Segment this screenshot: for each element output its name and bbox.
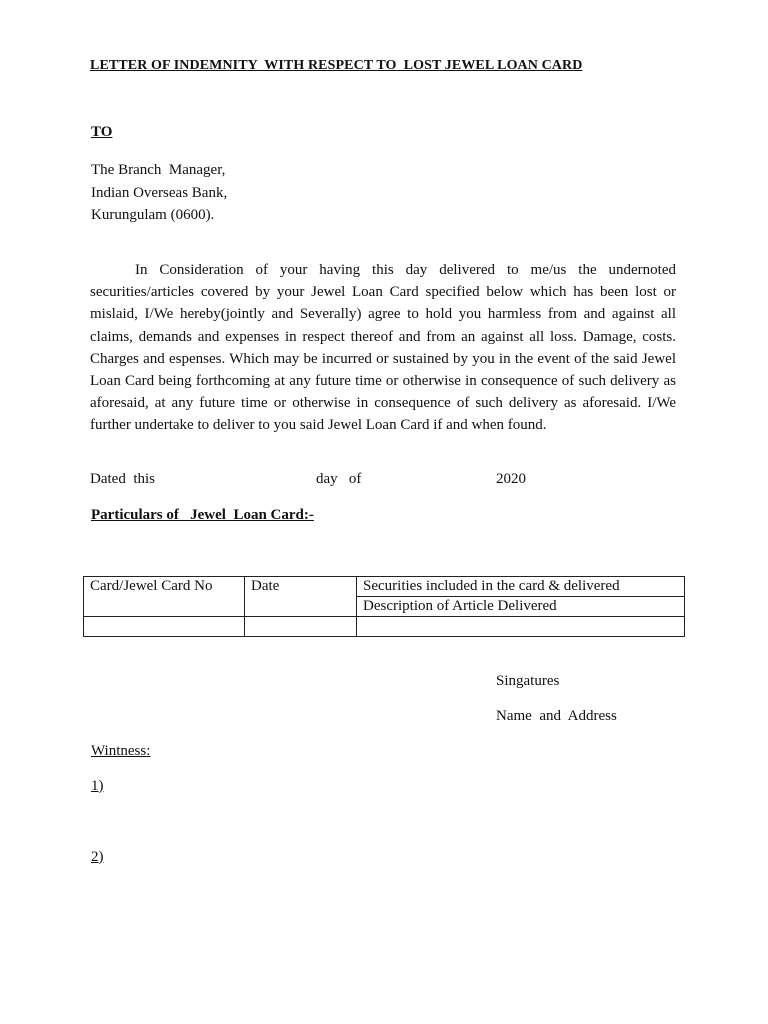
witness-2-label: 2) [91, 849, 104, 865]
document-title: LETTER OF INDEMNITY WITH RESPECT TO LOST JEWEL LOAN CARD [90, 58, 583, 73]
name-address-label: Name and Address [496, 708, 617, 724]
indemnity-body-paragraph: In Consideration of your having this day delivered to me/us the undernoted securities/articles covered by your Jewel Loan Card specified below which has been lost or mislaid, I/We hereby(jointly and Severally) agree to hold you harmless from and against all claims, demands and expenses in respect thereof and from an against all loss. Damage, costs. Charges and espenses. Which may be incurred or sustained by you in the event of the said Jewel Loan Card being forthcoming at any future time or otherwise in consequence of such delivery as aforesaid, at any future time or otherwise in consequence of such delivery as aforesaid. I/We further undertake to deliver to you said Jewel Loan Card if and when found. [90, 262, 676, 434]
recipient-address [91, 159, 227, 227]
header-description: Description of Article Delivered [357, 597, 685, 617]
cell-description [357, 617, 685, 637]
address-line-1: The Branch Manager, [91, 162, 226, 178]
signatures-label: Singatures [496, 673, 560, 689]
year-label: 2020 [496, 471, 526, 487]
table-row [84, 617, 685, 637]
header-card-no: Card/Jewel Card No [84, 577, 245, 617]
address-line-2: Indian Overseas Bank, [91, 184, 228, 201]
address-line-3: Kurungulam (0600). [91, 207, 215, 223]
cell-date [245, 617, 357, 637]
witness-label: Wintness: [91, 743, 151, 759]
header-securities: Securities included in the card & delivered [357, 577, 685, 597]
header-date: Date [245, 577, 357, 617]
to-label: TO [91, 124, 113, 140]
table-header-row [84, 577, 685, 597]
day-of-label: day of [316, 471, 362, 487]
jewel-loan-card-table [83, 576, 685, 637]
dated-this-label: Dated this [90, 471, 155, 487]
particulars-heading: Particulars of Jewel Loan Card:- [91, 507, 314, 523]
cell-card-no [84, 617, 245, 637]
witness-1-label: 1) [91, 778, 104, 794]
